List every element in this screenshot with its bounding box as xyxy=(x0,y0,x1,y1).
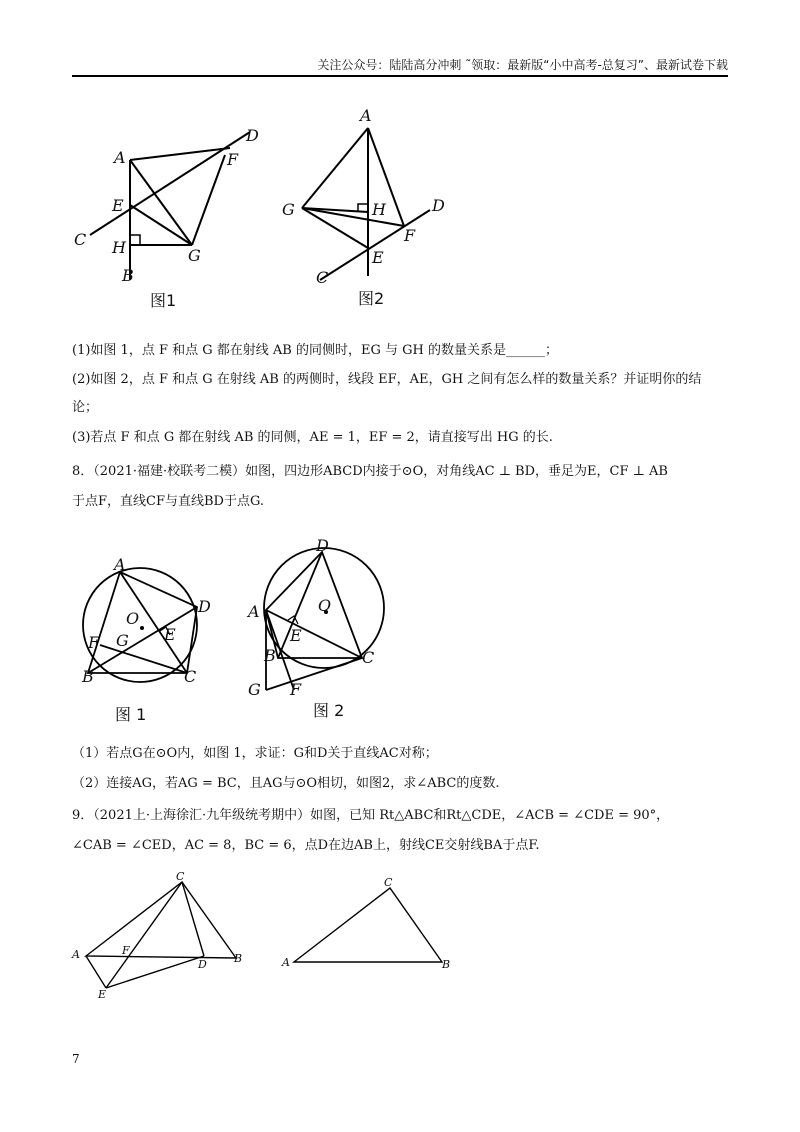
q8-figure-2 xyxy=(244,536,404,705)
point-label: B xyxy=(442,958,451,971)
point-label: A xyxy=(114,555,126,574)
q9-figure-1 xyxy=(70,870,260,1010)
q9-stem-cont: ∠CAB = ∠CED，AC = 8，BC = 6，点D在边AB上，射线CE交射线BA于点F. xyxy=(72,838,540,853)
q7-figure-2 xyxy=(280,108,460,308)
figure-caption: 图1 xyxy=(150,291,177,310)
point-label: D xyxy=(198,958,207,971)
point-label: C xyxy=(362,648,375,667)
point-label: C xyxy=(176,870,185,883)
page-header: 关注公众号：陆陆高分冲刺 ˜领取：最新版“小中高考-总复习”、最新试卷下载 xyxy=(317,58,728,72)
point-label: F xyxy=(122,944,130,957)
point-label: F xyxy=(290,680,302,699)
point-label: A xyxy=(282,956,290,969)
q7-part-2-cont: 论； xyxy=(72,400,99,415)
point-label: G xyxy=(188,246,201,265)
point-label: E xyxy=(164,625,176,644)
point-label: B xyxy=(264,646,276,665)
point-label: D xyxy=(198,597,211,616)
figure-caption: 图2 xyxy=(358,289,385,308)
point-label: A xyxy=(360,106,372,125)
q8-sub-1: （1）若点G在⊙O内，如图 1，求证：G和D关于直线AC对称； xyxy=(72,746,438,761)
figure-caption: 图 2 xyxy=(313,701,345,720)
figure-caption: 图 1 xyxy=(115,705,147,724)
point-label: A xyxy=(72,948,80,961)
point-label: O xyxy=(318,596,332,615)
point-label: G xyxy=(116,631,129,650)
q7-part-3: (3)若点 F 和点 G 都在射线 AB 的同侧，AE = 1，EF = 2，请直接写出 HG 的长. xyxy=(72,430,553,445)
header-rule xyxy=(72,75,728,77)
point-label: A xyxy=(114,148,126,167)
point-label: E xyxy=(98,988,107,1001)
point-label: E xyxy=(112,196,124,215)
point-label: H xyxy=(372,200,386,219)
point-label: C xyxy=(384,876,393,889)
point-label: D xyxy=(316,536,329,555)
q8-stem: 8．（2021·福建·校联考二模）如图，四边形ABCD内接于⊙O，对角线AC ⊥ BD，垂足为E，CF ⊥ AB xyxy=(72,464,668,479)
q8-stem-cont: 于点F，直线CF与直线BD于点G. xyxy=(72,494,265,509)
q7-figure-1 xyxy=(70,120,280,320)
point-label: B xyxy=(234,952,243,965)
point-label: B xyxy=(82,667,94,686)
q7-part-2: (2)如图 2，点 F 和点 G 在射线 AB 的两侧时，线段 EF，AE，GH 之间有怎么样的数量关系？并证明你的结 xyxy=(72,372,702,387)
point-label: D xyxy=(432,196,445,215)
q8-figure-1 xyxy=(80,555,220,695)
q9-figure-2 xyxy=(280,874,470,984)
q9-stem: 9．（2021上·上海徐汇·九年级统考期中）如图，已知 Rt△ABC和Rt△CDE，∠ACB = ∠CDE = 90°， xyxy=(72,808,670,823)
point-label: O xyxy=(126,609,140,628)
point-label: B xyxy=(122,266,134,285)
point-label: C xyxy=(74,230,87,249)
point-label: F xyxy=(404,226,416,245)
point-label: C xyxy=(316,268,329,287)
point-label: G xyxy=(248,680,261,699)
point-label: E xyxy=(372,248,384,267)
point-label: H xyxy=(112,238,126,257)
q7-part-1: (1)如图 1，点 F 和点 G 都在射线 AB 的同侧时，EG 与 GH 的数量关系是______； xyxy=(72,343,558,358)
q8-sub-2: （2）连接AG，若AG = BC，且AG与⊙O相切，如图2，求∠ABC的度数. xyxy=(72,776,500,791)
point-label: F xyxy=(88,633,100,652)
point-label: A xyxy=(248,602,260,621)
page-number: 7 xyxy=(72,1052,80,1066)
point-label: F xyxy=(227,150,239,169)
point-label: C xyxy=(184,667,197,686)
point-label: D xyxy=(246,126,259,145)
point-label: G xyxy=(282,200,295,219)
point-label: E xyxy=(290,626,302,645)
